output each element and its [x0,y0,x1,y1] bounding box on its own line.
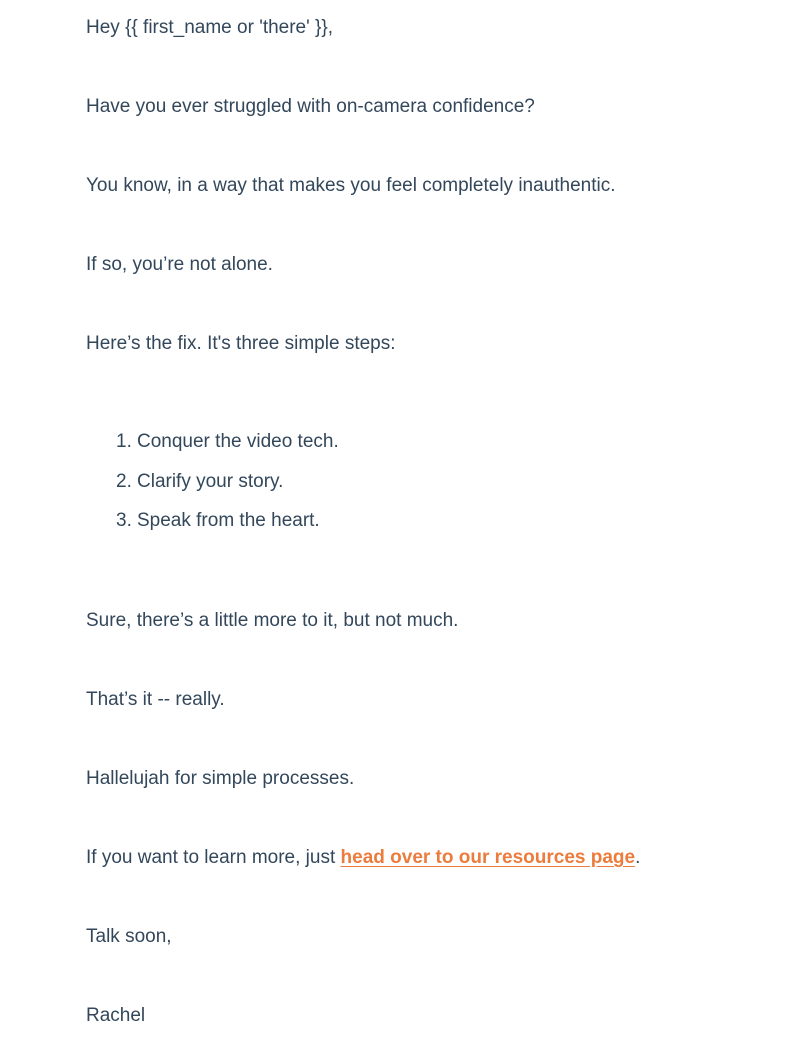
paragraph-learn-more [86,846,640,870]
step-number: 1. [116,431,132,452]
steps-list [86,430,339,549]
paragraph-not-alone: If so, you’re not alone. [86,254,273,275]
step-number: 2. [116,470,132,492]
learn-more-period: . [635,847,641,868]
step-text: Clarify your story. [137,470,284,492]
signoff: Talk soon, [86,926,172,947]
list-item [86,509,320,549]
greeting: Hey {{ first_name or 'there' }}, [86,17,333,38]
resources-page-link[interactable]: head over to our resources page [340,847,636,868]
paragraph-little-more: Sure, there’s a little more to it, but not much. [86,610,459,631]
list-item [86,430,339,470]
paragraph-question: Have you ever struggled with on-camera confidence? [86,96,535,117]
learn-more-text: If you want to learn more, just [86,847,341,868]
step-text: Conquer the video tech. [137,431,339,452]
paragraph-thats-it: That’s it -- really. [86,689,225,710]
signature: Rachel [86,1005,146,1026]
step-text: Speak from the heart. [137,510,320,531]
paragraph-hallelujah: Hallelujah for simple processes. [86,768,355,789]
paragraph-inauthentic: You know, in a way that makes you feel completely inauthentic. [86,175,616,196]
list-item [86,470,284,510]
paragraph-steps-intro: Here’s the fix. It's three simple steps: [86,333,396,354]
step-number: 3. [116,510,132,531]
